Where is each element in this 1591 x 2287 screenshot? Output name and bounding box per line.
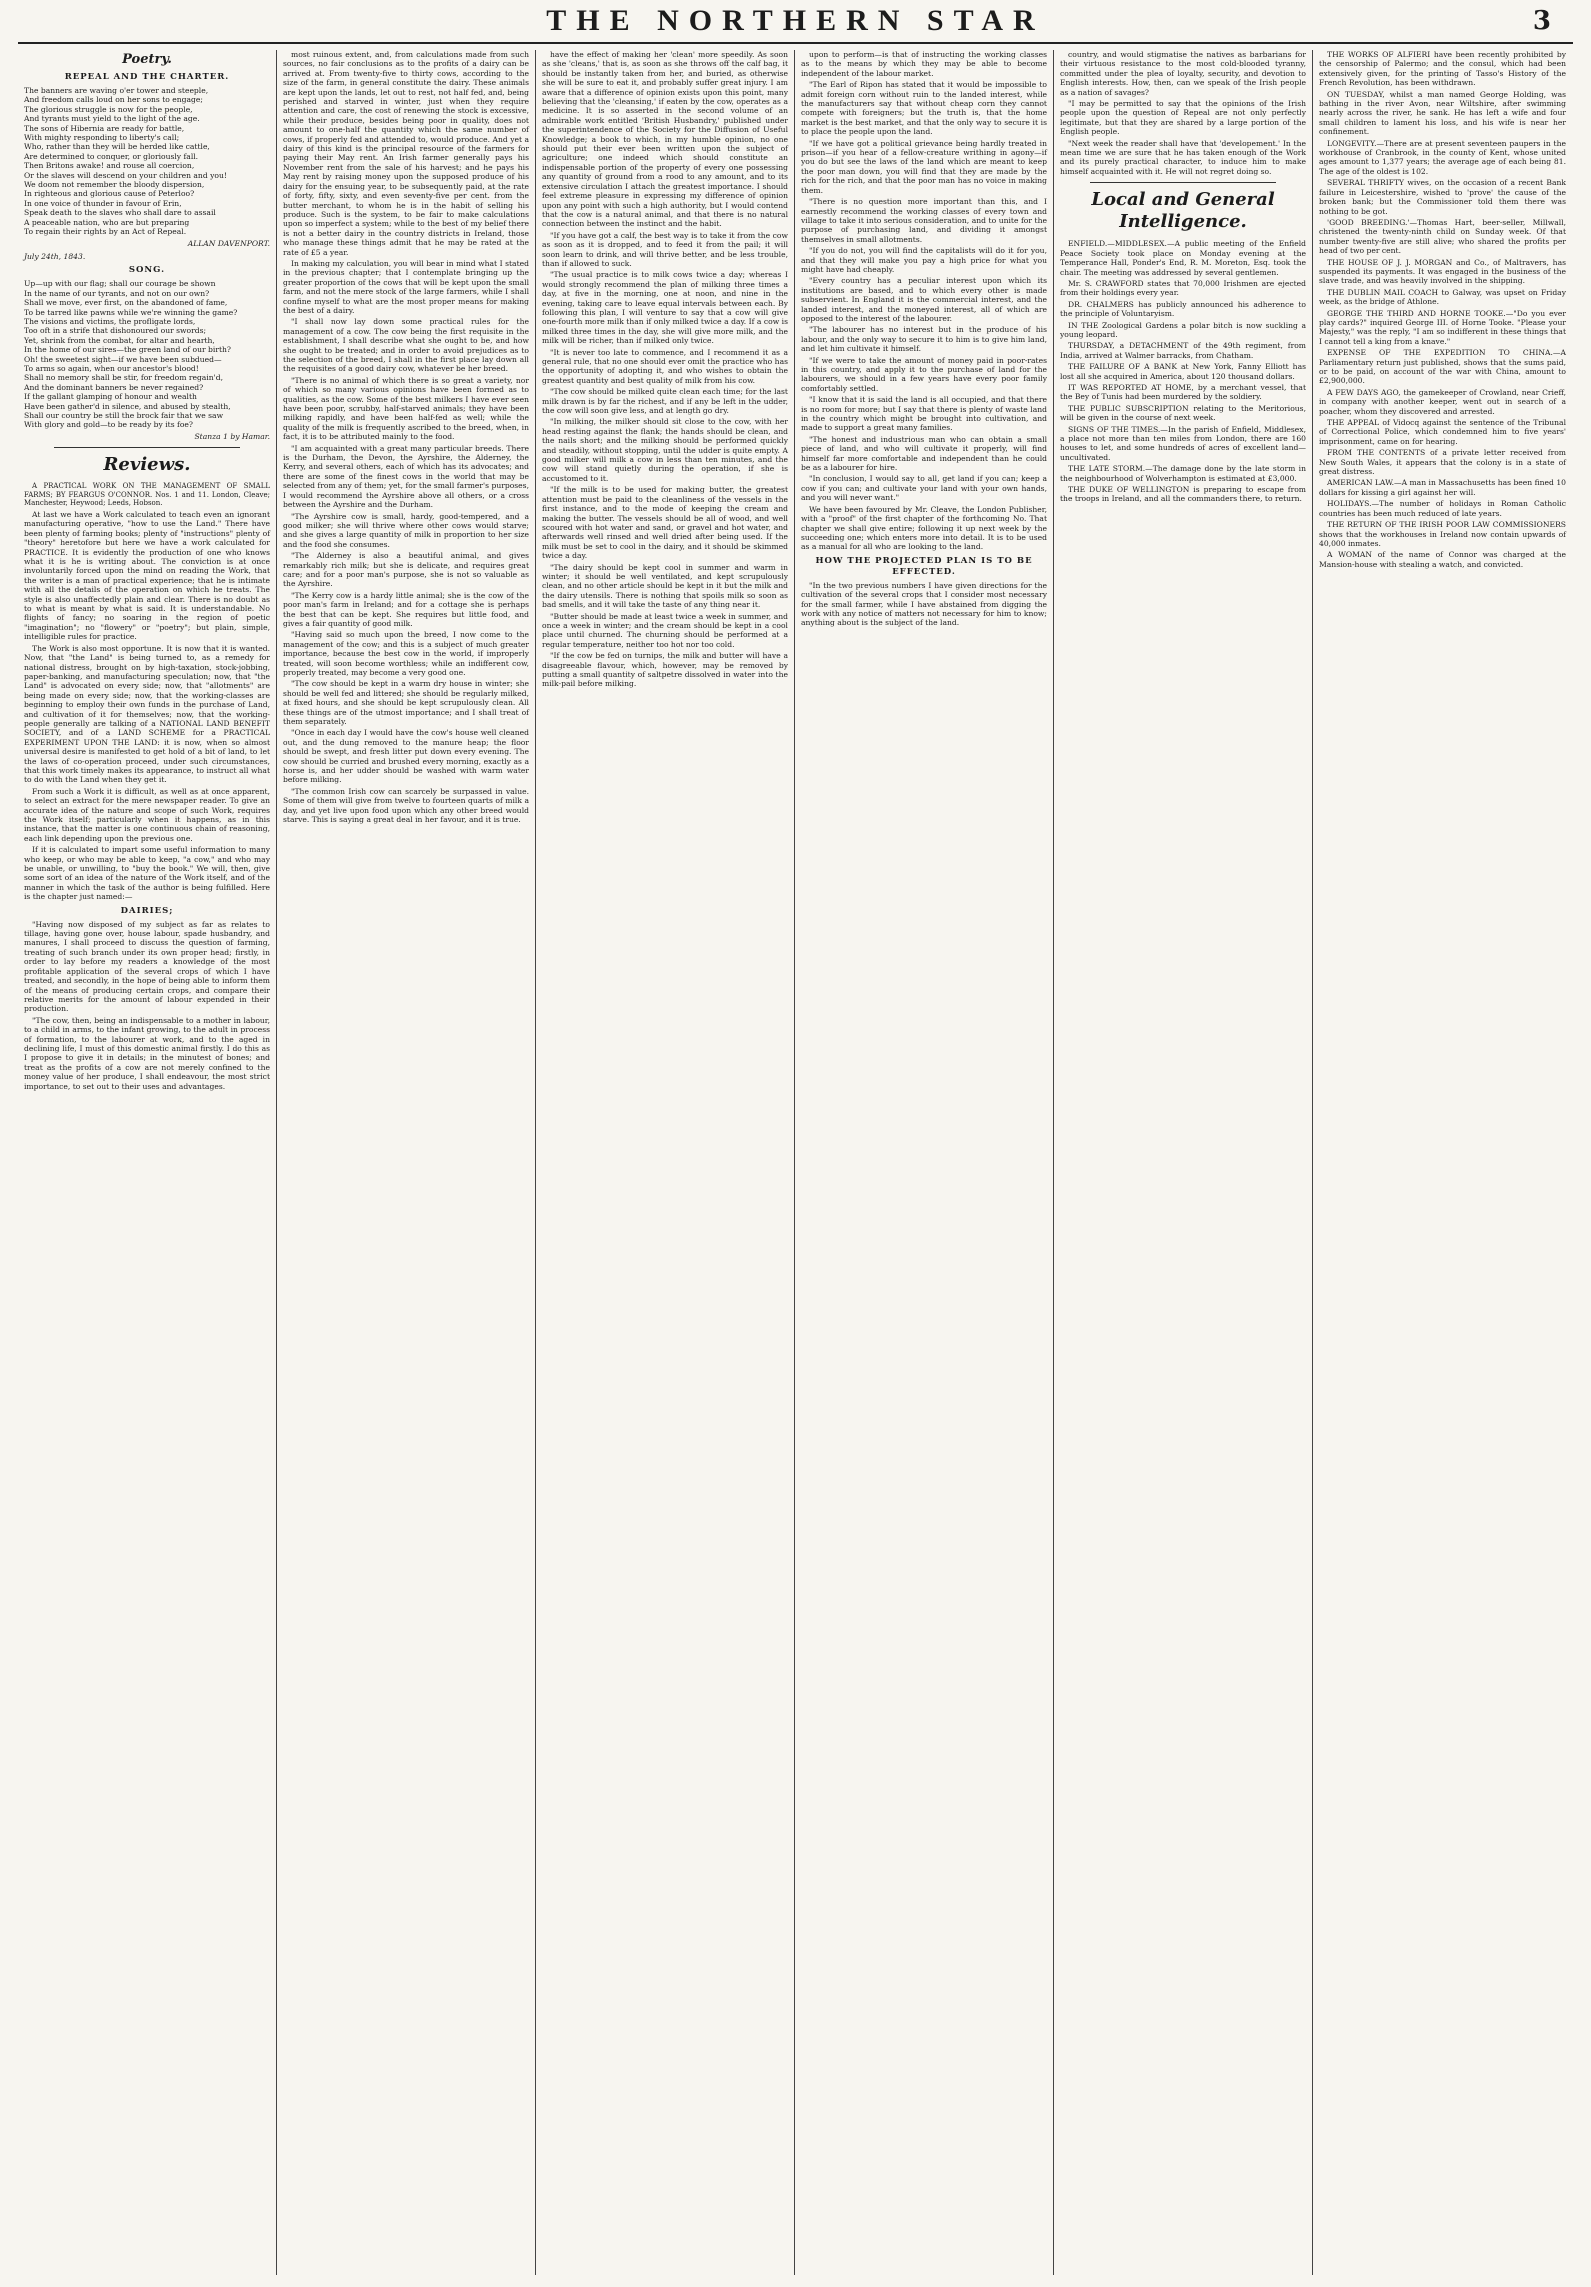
paragraph: THE PUBLIC SUBSCRIPTION relating to the Meritorious, will be given in the course of next week.: [1060, 403, 1306, 423]
paragraph: have the effect of making her 'clean' more speedily. As soon as she 'cleans,' that is, as soon as she throws off the calf bag, it should be instantly taken from her, and buried, as otherwise she will be sure to eat it, and probably suffer great injury. I am aware that a difference of opinion exists upon this point, many believing that the 'cleansing,' if eaten by the cow, operates as a medicine. It is so asserted in the second volume of an admirable work entitled 'British Husbandry,' published under the superintendence of the Society for the Diffusion of Useful Knowledge; a book to which, in my humble opinion, no one should put their ever been written upon the subject of agriculture; one indeed which should constitute an indispensable portion of the property of every one possessing any quantity of ground from a rood to any amount, and to its extensive circulation I attach the greatest importance. I should feel extreme pleasure in expressing my difference of opinion upon any point with such a high authority, but I would contend that the cow is a natural animal, and that there is no natural connection between the instinct and the habit.: [542, 50, 788, 229]
paragraph: "Next week the reader shall have that 'developement.' In the mean time we are sure that he has taken enough of the Work and its purely practical character, to induce him to make himself acquainted with it. He will not regret doing so.: [1060, 138, 1306, 176]
paragraph: upon to perform—is that of instructing the working classes as to the means by which they may be able to become independent of the labour market.: [801, 50, 1047, 78]
review-title: A PRACTICAL WORK ON THE MANAGEMENT OF SMALL FARMS; BY FEARGUS O'CONNOR. Nos. 1 and 11. London, Cleave; Manchester, Heywood; Leeds, Hobson.: [24, 482, 270, 508]
paragraph: SIGNS OF THE TIMES.—In the parish of Enfield, Middlesex, a place not more than ten miles from London, there are 160 houses to let, and some hundreds of acres of excellent land—uncultivated.: [1060, 424, 1306, 462]
plan-heading: HOW THE PROJECTED PLAN IS TO BE EFFECTED.: [815, 555, 1033, 577]
paragraph: The glorious struggle is now for the people,: [24, 104, 193, 114]
paragraph: Speak death to the slaves who shall dare to assail: [24, 208, 216, 218]
paragraph: THE DUBLIN MAIL COACH to Galway, was upset on Friday week, as the bridge of Athlone.: [1319, 287, 1566, 307]
local-intelligence-heading: Local and General Intelligence.: [1091, 189, 1275, 233]
paragraph: EXPENSE OF THE EXPEDITION TO CHINA.—A Parliamentary return just published, shows that the sums paid, or to be paid, on account of the war with China, amount to £2,900,000.: [1319, 348, 1566, 386]
paragraph: If it is calculated to impart some useful information to many who keep, or who may be able to keep, "a cow," and who may be unable, or unwilling, to "buy the book." We will, then, give some sort of an idea of the nature of the Work itself, and of the manner in which the task of the author is being fulfilled. Here is the chapter just named:—: [24, 845, 270, 902]
paragraph: "The Earl of Ripon has stated that it would be impossible to admit foreign corn without ruin to the landed interest, while the manufacturers say that without cheap corn they cannot compete with foreigners; but the truth is, that the home market is the best market, and that the only way to secure it is to place the people upon the land.: [801, 80, 1047, 137]
poem-signature: ALLAN DAVENPORT.: [187, 238, 270, 248]
paragraph: The banners are waving o'er tower and steeple,: [24, 86, 209, 95]
poem-song: [24, 279, 270, 430]
paragraph: To be tarred like pawns while we're winning the game?: [24, 307, 238, 317]
paragraph: A peaceable nation, who are but preparing: [24, 217, 190, 227]
paragraph: "If we have got a political grievance being hardly treated in prison—if you hear of a fellow-creature writhing in agony—if you do but see the laws of the land which are meant to keep the poor man down, you will find that they are made by the rich for the rich, and that the poor man has no voice in making them.: [801, 138, 1047, 195]
newspaper-title: THE NORTHERN STAR: [546, 4, 1045, 37]
paragraph: SEVERAL THRIFTY wives, on the occasion of a recent Bank failure in Leicestershire, wished to 'prove' the cause of the broken bank; but the Commissioner told them there was nothing to be got.: [1319, 178, 1566, 216]
paragraph: FROM THE CONTENTS of a private letter received from New South Wales, it appears that the colony is in a state of great distress.: [1319, 448, 1566, 477]
song-title: SONG.: [128, 265, 166, 276]
paragraph: "If you have got a calf, the best way is to take it from the cow as soon as it is dropped, and to feed it from the pail; it will soon learn to drink, and will thrive better, and be less trouble, than if allowed to suck.: [542, 230, 788, 268]
paragraph: "In milking, the milker should sit close to the cow, with her head resting against the flank; the hands should be clean, and the nails short; and the milking should be performed quickly and steadily, without stopping, until the udder is quite empty. A good milker will milk a cow in less than ten minutes, and the cow will stand quietly during the operation, if she is accustomed to it.: [542, 417, 788, 483]
paragraph: "The labourer has no interest but in the produce of his labour, and the only way to secure it to him is to give him land, and let him cultivate it himself.: [801, 325, 1047, 354]
paragraph: From such a Work it is difficult, as well as at once apparent, to select an extract for the mere newspaper reader. To give an accurate idea of the nature and scope of such Work, requires the Work itself; particularly when it happens, as in this instance, that the matter is one continuous chain of reasoning, each link depending upon the previous one.: [24, 786, 270, 843]
paragraph: "If we were to take the amount of money paid in poor-rates in this country, and apply it to the purchase of land for the labourers, we should in a few years have every poor family comfortably settled.: [801, 355, 1047, 393]
paragraph: In one voice of thunder in favour of Erin,: [24, 198, 182, 208]
song-signature: Stanza 1 by Hamar.: [194, 431, 270, 441]
dairy-heading: DAIRIES;: [120, 905, 174, 916]
paragraph: And tyrants must yield to the light of the age.: [24, 114, 200, 124]
paragraph: Shall our country be still the brock fair that we saw: [24, 411, 224, 420]
paragraph: The sons of Hibernia are ready for battle,: [24, 123, 185, 133]
paragraph: In making my calculation, you will bear in mind what I stated in the previous chapter; that I contemplate bringing up the greater proportion of the cows that will be kept upon the small farm, and not the mere stock of the large farmers, while I shall confine myself to what are the most proper means for making the best of a dairy.: [283, 258, 529, 315]
masthead-rule: [18, 42, 1573, 44]
paragraph: Have been gather'd in silence, and abused by stealth,: [24, 401, 231, 411]
paragraph: "The Alderney is also a beautiful animal, and gives remarkably rich milk; but she is delicate, and requires great care; and for a poor man's purpose, she is not so valuable as the Ayrshire.: [283, 551, 529, 589]
column-1: [18, 50, 277, 2275]
paragraph: "There is no animal of which there is so great a variety, nor of which so many various opinions have been formed as to qualities, as the cow. Some of the best milkers I have ever seen have been poor, scrubby, half-starved animals; they have been milking rapidly, and have been half-fed as well; while the quality of the milk is frequently ascribed to the breed, when, in fact, it is to be attributed mainly to the food.: [283, 375, 529, 442]
paragraph: ENFIELD.—MIDDLESEX.—A public meeting of the Enfield Peace Society took place on Monday evening at the Temperance Hall, Ponder's End, R. M. Moreton, Esq. took the chair. The meeting was addressed by several gentlemen.: [1060, 239, 1306, 277]
paragraph: To arms so again, when our ancestor's blood!: [24, 363, 199, 373]
paragraph: IT WAS REPORTED AT HOME, by a merchant vessel, that the Bey of Tunis had been murdered by the soldiery.: [1060, 382, 1306, 402]
paragraph: "I shall now lay down some practical rules for the management of a cow. The cow being the first requisite in the establishment, I shall describe what she ought to be, and how she ought to be treated; and in order to avoid prejudices as to the selection of the breed, I shall in the first place lay down all the requisites of a good dairy cow, whatever be her breed.: [283, 317, 529, 374]
paragraph: most ruinous extent, and, from calculations made from such sources, no fair conclusions as to the profits of a dairy can be arrived at. From twenty-five to thirty cows, according to the size of the farm, in general constitute the dairy. These animals are kept upon the lands, let out to rest, not half fed, and, being perished and starved in winter, just when they require attention and care, the cost of renewing the stock is excessive, while their produce, besides being poor in quality, does not amount to one-half the quantity which the same number of cows, if properly fed and attended to, would produce. And yet a dairy of this kind is the principal resource of the farmers for paying their May rent. An Irish farmer generally pays his November rent from the sale of his harvest; and he pays his May rent by raising money upon the supposed produce of his dairy for the ensuing year, to be subsequently paid, at the rate of forty, fifty, sixty, and even seventy-five per cent. from the butter merchant, to whom he is in the habit of selling his produce. Such is the system, to be fair to make calculations upon so imperfect a system; while to the best of my belief there is not a better dairy in the country districts in Ireland, those who manage these things admit that he may be rated at the rate of £5 a year.: [283, 50, 529, 257]
paragraph: Up—up with our flag; shall our courage be shown: [24, 279, 216, 289]
paragraph: Are determined to conquer, or gloriously fall.: [24, 151, 199, 161]
column-5-body: [1060, 50, 1306, 176]
column-3-body: [542, 50, 788, 689]
paragraph: "The cow, then, being an indispensable to a mother in labour, to a child in arms, to the infant growing, to the adult in process of formation, to the labourer at work, and to the aged in declining life, I must of this domestic animal firstly. I do this as I propose to give it in details; in the minutest of bones; and treat as the profits of a cow are not merely confined to the money value of her produce, I shall endeavour, the most strict importance, to set out to their uses and advantages.: [24, 1015, 270, 1091]
poetry-heading: Poetry.: [122, 52, 172, 67]
plan-body: [801, 581, 1047, 628]
paragraph: In righteous and glorious cause of Peterloo?: [24, 189, 195, 199]
divider: [1090, 182, 1276, 183]
paragraph: "The dairy should be kept cool in summer and warm in winter; it should be well ventilated, and kept scrupulously clean, and no other article should be kept in it but the milk and the dairy utensils. There is nothing that spoils milk so soon as bad smells, and it will take the taste of any thing near it.: [542, 562, 788, 610]
paragraph: "I may be permitted to say that the opinions of the Irish people upon the question of Repeal are not only perfectly legitimate, but that they are shared by a large portion of the English people.: [1060, 99, 1306, 137]
paragraph: "The Ayrshire cow is small, hardy, good-tempered, and a good milker; she will thrive where other cows would starve; and she gives a large quantity of milk in proportion to her size and the food she consumes.: [283, 511, 529, 549]
paragraph: We have been favoured by Mr. Cleave, the London Publisher, with a "proof" of the first chapter of the forthcoming No. That chapter we shall give entire; following it up next week by the succeeding one; which enters more into detail. It is to be used as a manual for all who are looking to the land.: [801, 504, 1047, 552]
paragraph: Too oft in a strife that dishonoured our swords;: [24, 326, 207, 336]
paragraph: The visions and victims, the profligate lords,: [24, 316, 196, 326]
paragraph: "Butter should be made at least twice a week in summer, and once a week in winter; and the cream should be kept in a cool place until churned. The churning should be performed at a regular temperature, neither too hot nor too cold.: [542, 611, 788, 649]
paragraph: And freedom calls loud on her sons to engage;: [24, 95, 203, 105]
poem-date: July 24th, 1843.: [24, 251, 86, 261]
paragraph: "If the milk is to be used for making butter, the greatest attention must be paid to the cleanliness of the vessels in the first instance, and to the mode of keeping the cream and making the butter. The vessels should be all of wood, and well scoured with hot water and sand, or gravel and hot water, and afterwards well rinsed and well dried after being used. If the milk must be set to cool in the dairy, and it should be skimmed twice a day.: [542, 485, 788, 561]
paragraph: LONGEVITY.—There are at present seventeen paupers in the workhouse of Cranbrook, in the county of Kent, whose united ages amount to 1,377 years; the average age of each being 81. The age of the oldest is 102.: [1319, 138, 1566, 176]
column-6: [1313, 50, 1572, 2275]
paragraph: Or the slaves will descend on your children and you!: [24, 170, 227, 180]
paragraph: "Having said so much upon the breed, I now come to the management of the cow; and this is a subject of much greater importance, because the best cow in the world, if improperly treated, will soon become worthless; while an indifferent cow, properly treated, may become a very good one.: [283, 630, 529, 677]
paragraph: In the home of our sires—the green land of our birth?: [24, 345, 231, 355]
paragraph: "I am acquainted with a great many particular breeds. There is the Durham, the Devon, the Ayrshire, the Alderney, the Kerry, and several others, each of which has its advocates; and there are some of the finest cows in the world that may be selected from any of them; yet, for the small farmer's purposes, I would recommend the Ayrshire above all others, or a cross between the Ayrshire and the Durham.: [283, 443, 529, 510]
reviews-heading: Reviews.: [103, 454, 191, 476]
local-items: [1060, 239, 1306, 504]
paragraph: Oh! the sweetest sight—if we have been subdued—: [24, 354, 222, 364]
review-body: [24, 510, 270, 902]
paragraph: "The Kerry cow is a hardy little animal; she is the cow of the poor man's farm in Ireland; and for a cottage she is perhaps the best that can be kept. She requires but little food, and gives a fair quantity of good milk.: [283, 590, 529, 628]
column-2-body: [283, 50, 529, 825]
paragraph: A FEW DAYS AGO, the gamekeeper of Crowland, near Crieff, in company with another keeper, went out in search of a poacher, whom they discovered and arrested.: [1319, 387, 1566, 416]
masthead: [0, 0, 1591, 40]
paragraph: IN THE Zoological Gardens a polar bitch is now suckling a young leopard.: [1060, 320, 1306, 339]
paragraph: The Work is also most opportune. It is now that it is wanted. Now, that "the Land" is being turned to, as a remedy for national distress, brought on by high-taxation, stock-jobbing, paper-banking, and manufacturing speculation; now, that "the Land" is advocated on every side; now, that "allotments" are being made on every side; now, that the working-classes are beginning to employ their own funds in the purchase of Land, and cultivation of it for themselves; now, that the working-people generally are talking of a NATIONAL LAND BENEFIT SOCIETY, and of a LAND SCHEME for a PRACTICAL EXPERIMENT UPON THE LAND: it is now, when so almost universal desire is manifested to get hold of a bit of land, to let the laws of co-operation proceed, under such circumstances, that this work timely makes its appearance, to instruct all what to do with the Land when they get it.: [24, 643, 270, 785]
paragraph: AMERICAN LAW.—A man in Massachusetts has been fined 10 dollars for kissing a girl against her will.: [1319, 478, 1566, 497]
paragraph: "There is no question more important than this, and I earnestly recommend the working classes of every town and village to take it into serious consideration, and to unite for the purpose of purchasing land, and dividing it amongst themselves in small allotments.: [801, 197, 1047, 244]
paragraph: THE FAILURE OF A BANK at New York, Fanny Elliott has lost all she acquired in America, about 120 thousand dollars.: [1060, 362, 1306, 381]
paragraph: "The common Irish cow can scarcely be surpassed in value. Some of them will give from twelve to fourteen quarts of milk a day, and yet live upon food upon which any other breed would starve. This is saying a great deal in her favour, and it is true.: [283, 786, 529, 825]
paragraph: country, and would stigmatise the natives as barbarians for their virtuous resistance to the most cold-blooded tyranny, committed under the plea of loyalty, security, and devotion to English interests. How, then, can we speak of the Irish people as a nation of savages?: [1060, 50, 1306, 97]
column-4: [795, 50, 1054, 2275]
paragraph: At last we have a Work calculated to teach even an ignorant manufacturing operative, "how to use the Land." There have been plenty of farming books; plenty of "instructions" plenty of "theory" heretofore but here we have a work calculated for PRACTICE. It is evidently the production of one who knows what it is he is writing about. The conviction is at once involuntarily forced upon the mind on reading the Work, that the writer is a man of practical experience; that he is intimate with all the details of the operation on which he treats. The style is also unaffectedly plain and clear. There is no doubt as to what is meant by what is said. It is understandable. No flights of fancy; no soaring in the region of poetic "imagination"; no "flowery" or "poetry"; but plain, simple, intelligible rules for practice.: [24, 510, 270, 642]
poem-repeal: [24, 86, 270, 237]
column-4-body: [801, 50, 1047, 552]
paragraph: THE WORKS OF ALFIERI have been recently prohibited by the censorship of Palermo; and the consul, which had been extensively given, for the printing of Tasso's History of the French Revolution, has been withdrawn.: [1319, 50, 1566, 88]
paragraph: THURSDAY, a DETACHMENT of the 49th regiment, from India, arrived at Walmer barracks, from Chatham.: [1060, 341, 1306, 360]
divider: [54, 447, 240, 448]
poem-title: REPEAL AND THE CHARTER.: [64, 72, 230, 82]
paragraph: "The cow should be milked quite clean each time; for the last milk drawn is by far the richest, and if any be left in the udder, the cow will soon give less, and at length go dry.: [542, 387, 788, 416]
paragraph: We doom not remember the bloody dispersion,: [24, 180, 205, 190]
column-6-body: [1319, 50, 1566, 569]
paragraph: With mighty responding to liberty's call;: [24, 133, 180, 143]
paragraph: HOLIDAYS.—The number of holidays in Roman Catholic countries has been much reduced of late years.: [1319, 499, 1566, 518]
paragraph: If the gallant glamping of honour and wealth: [24, 392, 197, 402]
paragraph: To regain their rights by an Act of Repeal.: [24, 227, 187, 237]
paragraph: "The usual practice is to milk cows twice a day; whereas I would strongly recommend the plan of milking three times a day, at five in the morning, one at noon, and nine in the evening, taking care to leave equal intervals between each. By following this plan, I will venture to say that a cow will give one-fourth more milk than if only milked twice a day. If a cow is milked three times in the day, she will give more milk, and the milk will be richer, than if milked only twice.: [542, 270, 788, 346]
paragraph: Mr. S. CRAWFORD states that 70,000 Irishmen are ejected from their holdings every year.: [1060, 278, 1306, 298]
column-3: [536, 50, 795, 2275]
paragraph: "In conclusion, I would say to all, get land if you can; keep a cow if you can; and cultivate your land with your own hands, and you will never want.": [801, 474, 1047, 503]
paragraph: THE DUKE OF WELLINGTON is preparing to escape from the troops in Ireland, and all the commanders there, to return.: [1060, 485, 1306, 504]
paragraph: THE APPEAL of Vidocq against the sentence of the Tribunal of Correctional Police, which condemned him to five years' imprisonment, came on for hearing.: [1319, 418, 1566, 446]
paragraph: 'GOOD BREEDING.'—Thomas Hart, beer-seller, Millwall, christened the twenty-ninth child on Sunday week. Of that number twenty-five are still alive; who shared the profits per head of two per cent.: [1319, 217, 1566, 256]
paragraph: ON TUESDAY, whilst a man named George Holding, was bathing in the river Avon, near Wiltshire, after swimming nearly across the river, he sank. He has left a wife and four small children to lament his loss, and his wife is near her confinement.: [1319, 89, 1566, 137]
paragraph: "The cow should be kept in a warm dry house in winter; she should be well fed and littered; she should be regularly milked, at fixed hours, and she should be kept scrupulously clean. All these things are of the utmost importance; and I shall treat of them separately.: [283, 679, 529, 727]
paragraph: A WOMAN of the name of Connor was charged at the Mansion-house with stealing a watch, and convicted.: [1319, 550, 1566, 569]
column-2: [277, 50, 536, 2275]
paragraph: "If the cow be fed on turnips, the milk and butter will have a disagreeable flavour, which, however, may be removed by putting a small quantity of saltpetre dissolved in water into the milk-pail before milking.: [542, 651, 788, 689]
paragraph: "Having now disposed of my subject as far as relates to tillage, having gone over, house labour, spade husbandry, and manures, I shall proceed to discuss the question of farming, treating of such branch under its own proper head; firstly, in order to lay before my readers a knowledge of the most profitable application of the several crops of which I have treated, and secondly, in the hope of being able to inform them of the means of producing certain crops, and compare their relative merits for the amount of labour expended in their production.: [24, 919, 270, 1014]
paragraph: "In the two previous numbers I have given directions for the cultivation of the several crops that I consider most necessary for the small farmer, while I have abstained from digging the work with any notice of matters not necessary for him to know; anything about is the subject of the land.: [801, 580, 1047, 628]
paragraph: "I know that it is said the land is all occupied, and that there is no room for more; but I say that there is plenty of waste land in the country which might be brought into cultivation, and made to support a great many families.: [801, 395, 1047, 433]
paragraph: Yet, shrink from the combat, for altar and hearth,: [24, 335, 215, 345]
column-5: [1054, 50, 1313, 2275]
paragraph: THE RETURN OF THE IRISH POOR LAW COMMISSIONERS shows that the workhouses in Ireland now contain upwards of 40,000 inmates.: [1319, 520, 1566, 548]
columns: [18, 50, 1573, 2275]
dairy-body: [24, 920, 270, 1091]
paragraph: "Once in each day I would have the cow's house well cleaned out, and the dung removed to the manure heap; the floor should be swept, and fresh litter put down every evening. The cow should be curried and brushed every morning, exactly as a horse is, and her udder should be washed with warm water before milking.: [283, 728, 529, 785]
paragraph: In the name of our tyrants, and not on our own?: [24, 288, 210, 298]
paragraph: Shall no memory shall be stir, for freedom regain'd,: [24, 373, 224, 383]
paragraph: GEORGE THE THIRD AND HORNE TOOKE.—"Do you ever play cards?" inquired George III. of Horne Tooke. "Please your Majesty," was the reply, "I am so indifferent in these things that I cannot tell a king from a knave.": [1319, 308, 1566, 346]
paragraph: "It is never too late to commence, and I recommend it as a general rule, that no one should ever omit the practice who has the opportunity of adopting it, and who wishes to obtain the greatest quantity and best quality of milk from his cow.: [542, 347, 788, 385]
paragraph: "If you do not, you will find the capitalists will do it for you, and that they will make you pay a high price for what you might have had cheaply.: [801, 246, 1047, 274]
paragraph: "The honest and industrious man who can obtain a small piece of land, and who will cultivate it properly, will find himself far more comfortable and independent than he could be as a labourer for hire.: [801, 434, 1047, 473]
paragraph: Who, rather than they will be herded like cattle,: [24, 142, 210, 152]
paragraph: "Every country has a peculiar interest upon which its institutions are based, and to which every other is made subservient. In England it is the commercial interest, and the landed interest, and the moneyed interest, all of which are opposed to the interest of the labourer.: [801, 276, 1047, 323]
paragraph: With glory and gold—to be ready by its foe?: [24, 420, 193, 430]
paragraph: DR. CHALMERS has publicly announced his adherence to the principle of Voluntaryism.: [1060, 299, 1306, 319]
paragraph: Shall we move, ever first, on the abandoned of fame,: [24, 298, 228, 308]
paragraph: THE LATE STORM.—The damage done by the late storm in the neighbourhood of Wolverhampton is estimated at £3,000.: [1060, 464, 1306, 483]
paragraph: THE HOUSE OF J. J. MORGAN and Co., of Maltravers, has suspended its payments. It was engaged in the business of the slave trade, and was heavily involved in the shipping.: [1319, 257, 1566, 286]
paragraph: And the dominant banners be never regained?: [24, 382, 204, 392]
paragraph: Then Britons awake! and rouse all coercion,: [24, 161, 195, 171]
page-number: 3: [1532, 6, 1551, 36]
